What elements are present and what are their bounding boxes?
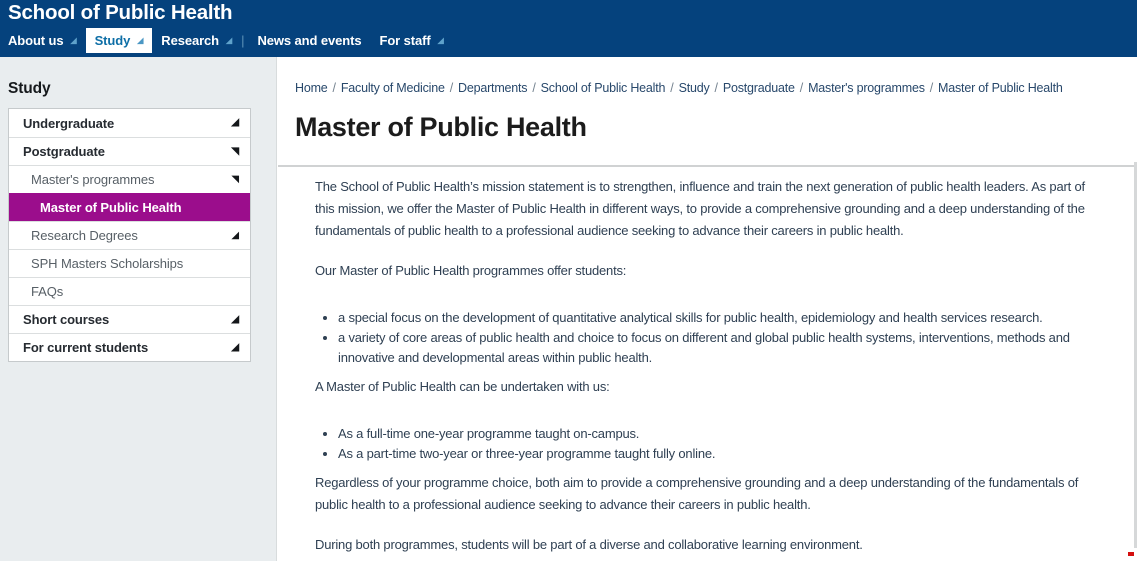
- dropdown-triangle-icon: ◢: [226, 36, 233, 45]
- nav-item-study[interactable]: [86, 28, 153, 53]
- article-body: [315, 176, 1107, 556]
- red-corner-mark: [1128, 552, 1134, 556]
- main-content: [277, 57, 1137, 561]
- sidebar-item-masters-programmes[interactable]: [9, 165, 250, 193]
- nav-separator: |: [241, 32, 245, 48]
- sidebar-menu: [8, 108, 251, 362]
- sidebar-item-label: Short courses: [23, 312, 110, 327]
- list-item: • As a part-time two-year or three-year programme taught fully online.: [338, 444, 1107, 464]
- expand-triangle-icon: ◢: [231, 341, 239, 353]
- sidebar-item-postgraduate[interactable]: [9, 137, 250, 165]
- expand-triangle-icon: ◢: [231, 117, 239, 128]
- sidebar-item-short-courses[interactable]: [9, 305, 250, 333]
- nav-label: News and events: [257, 32, 362, 48]
- nav-item-for-staff[interactable]: [370, 28, 452, 53]
- breadcrumb-separator: /: [714, 81, 718, 95]
- sidebar-item-label: Research Degrees: [31, 228, 138, 243]
- sidebar-item-master-of-public-health[interactable]: [9, 193, 250, 221]
- sidebar-item-faqs[interactable]: [9, 277, 250, 305]
- intro-paragraph: The School of Public Health’s mission statement is to strengthen, influence and train the next generation of public health leaders. As part of this mission, we offer the Master of Public Health in different ways, to provide a comprehensive grounding and a deep understanding of the fundamentals of public health to a professional audience seeking to advance their careers in public health.: [315, 179, 1085, 238]
- collapse-triangle-icon: ◥: [231, 173, 239, 185]
- breadcrumb-separator: /: [929, 81, 934, 95]
- sidebar-item-for-current-students[interactable]: [9, 333, 250, 361]
- breadcrumb-separator: /: [332, 81, 336, 95]
- list-item: • As a full-time one-year programme taught on-campus.: [338, 424, 1107, 444]
- nav-label: Research: [161, 32, 220, 48]
- breadcrumb-link-departments[interactable]: Departments: [458, 81, 528, 95]
- breadcrumb-current-page[interactable]: Master of Public Health: [938, 81, 1063, 95]
- sidebar-item-label: SPH Masters Scholarships: [31, 256, 184, 271]
- sidebar-item-sph-masters-scholarships[interactable]: [9, 249, 250, 277]
- expand-triangle-icon: ◢: [231, 313, 239, 325]
- breadcrumb-link-study[interactable]: Study: [678, 81, 710, 95]
- nav-label: Study: [94, 32, 131, 48]
- sidebar-item-label: Postgraduate: [23, 144, 105, 159]
- breadcrumb-link-postgraduate[interactable]: Postgraduate: [722, 81, 795, 95]
- nav-item-about-us[interactable]: [8, 28, 86, 53]
- sidebar-heading: Study: [8, 80, 51, 97]
- breadcrumb-separator: /: [449, 81, 453, 95]
- breadcrumb-separator: /: [532, 81, 536, 95]
- nav-label: For staff: [379, 32, 431, 48]
- sidebar-item-label: Master's programmes: [31, 172, 155, 187]
- regardless-paragraph: Regardless of your programme choice, both aim to provide a comprehensive grounding and a deep understanding of the fundamentals of public health to a professional audience seeking to advance their careers in public health.: [315, 475, 1079, 512]
- main-nav: [8, 28, 453, 52]
- site-header: [0, 0, 1137, 57]
- site-title[interactable]: School of Public Health: [8, 1, 233, 24]
- breadcrumb-separator: /: [799, 81, 804, 95]
- breadcrumb: [295, 80, 1107, 96]
- during-paragraph: During both programmes, students will be part of a diverse and collaborative learning environment.: [315, 537, 863, 552]
- breadcrumb-link-home[interactable]: Home: [295, 81, 328, 95]
- nav-item-research[interactable]: [152, 28, 241, 53]
- undertaken-lead-paragraph: A Master of Public Health can be undertaken with us:: [315, 379, 610, 394]
- modes-list: [315, 424, 1107, 464]
- offer-lead-paragraph: Our Master of Public Health programmes offer students:: [315, 263, 627, 278]
- breadcrumb-link-masters-programmes[interactable]: Master's programmes: [808, 81, 925, 95]
- list-item: • a special focus on the development of quantitative analytical skills for public health, epidemiology and health services research.: [338, 308, 1107, 328]
- page-title: Master of Public Health: [295, 112, 587, 142]
- nav-item-news-and-events[interactable]: [248, 28, 370, 53]
- sidebar-item-label: Master of Public Health: [40, 200, 182, 215]
- sidebar-item-label: FAQs: [31, 284, 64, 299]
- sidebar-item-undergraduate[interactable]: [9, 109, 250, 137]
- dropdown-triangle-icon: ◢: [137, 36, 144, 45]
- nav-label: About us: [8, 32, 64, 48]
- dropdown-triangle-icon: ◢: [437, 36, 444, 45]
- sidebar-item-label: Undergraduate: [23, 115, 115, 131]
- title-divider: [278, 165, 1137, 167]
- collapse-triangle-icon: ◥: [231, 145, 239, 157]
- offers-list: [315, 308, 1107, 368]
- breadcrumb-separator: /: [670, 81, 674, 95]
- expand-triangle-icon: ◢: [231, 229, 239, 241]
- sidebar-item-label: For current students: [23, 340, 149, 355]
- breadcrumb-link-faculty-of-medicine[interactable]: Faculty of Medicine: [340, 81, 445, 95]
- sidebar: [0, 57, 277, 561]
- list-item: • a variety of core areas of public health and choice to focus on different and global public health systems, interventions, methods and innovative and developmental areas within public health.: [338, 328, 1107, 368]
- breadcrumb-link-school-of-public-health[interactable]: School of Public Health: [540, 81, 666, 95]
- sidebar-item-research-degrees[interactable]: [9, 221, 250, 249]
- dropdown-triangle-icon: ◢: [70, 36, 77, 45]
